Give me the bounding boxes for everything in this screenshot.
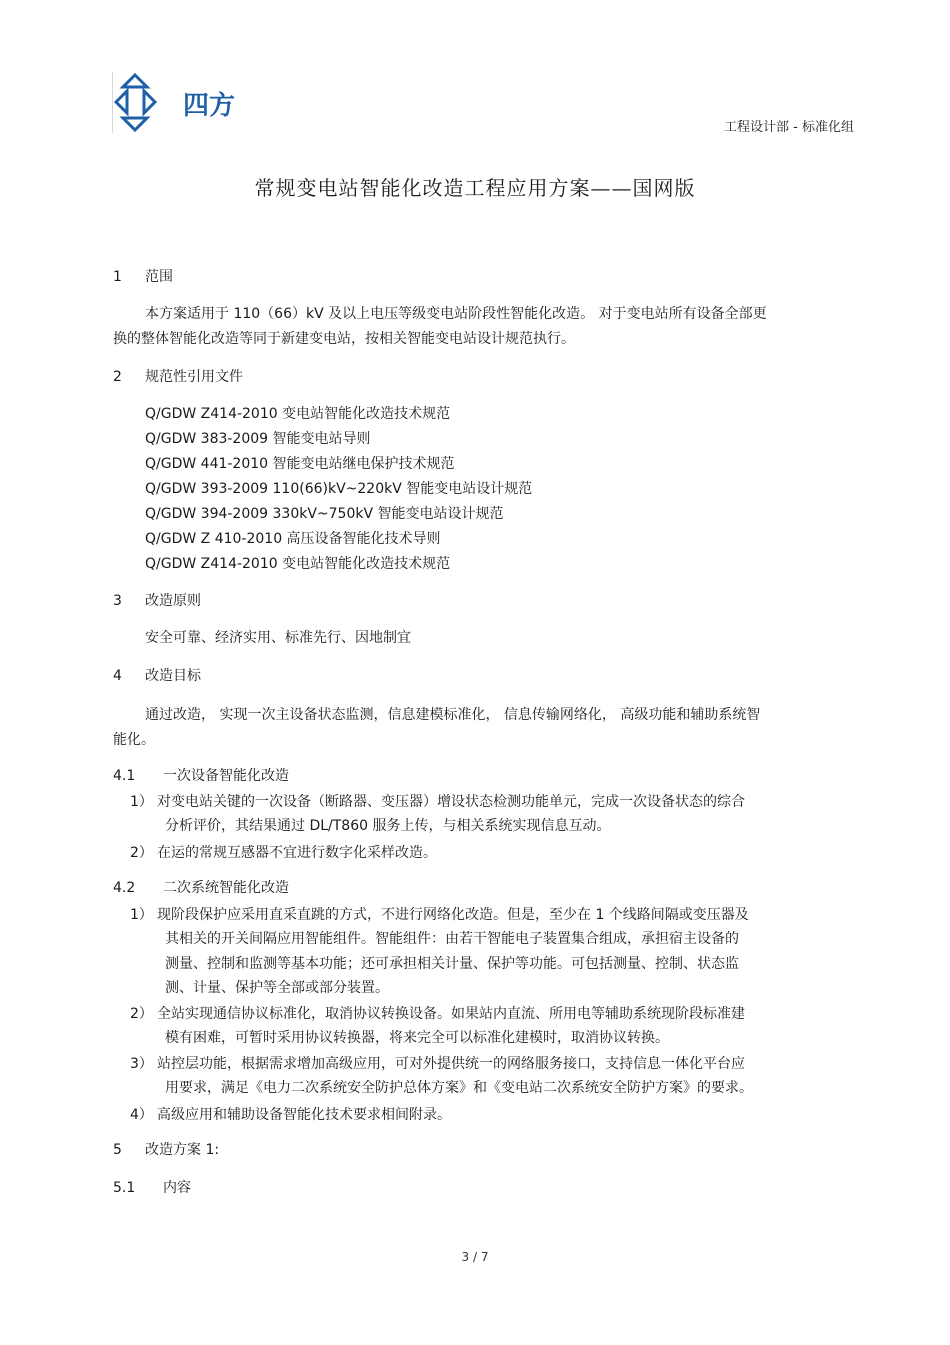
list-item-line: 对变电站关键的一次设备（断路器、变压器）增设状态检测功能单元，完成一次设备状态的综合 [157, 794, 745, 810]
list-marker: 1） [130, 794, 153, 810]
list-marker: 3） [130, 1056, 153, 1072]
paragraph-line: 本方案适用于 110（66）kV 及以上电压等级变电站阶段性智能化改造。 对于变电站所有设备全部更 [145, 306, 767, 322]
section-number: 5.1 [113, 1180, 136, 1196]
section-heading: 二次系统智能化改造 [163, 880, 289, 896]
reference-item: Q/GDW Z 410-2010 高压设备智能化技术导则 [145, 531, 441, 547]
section-number: 1 [113, 269, 122, 285]
section-heading: 规范性引用文件 [145, 369, 243, 385]
section-number: 4 [113, 668, 122, 684]
list-item-line: 现阶段保护应采用直采直跳的方式，不进行网络化改造。但是，至少在 1 个线路间隔或变压器及 [157, 907, 749, 923]
reference-item: Q/GDW 441-2010 智能变电站继电保护技术规范 [145, 456, 455, 472]
reference-item: Q/GDW Z414-2010 变电站智能化改造技术规范 [145, 556, 451, 572]
reference-item: Q/GDW 394-2009 330kV~750kV 智能变电站设计规范 [145, 506, 504, 522]
list-marker: 1） [130, 907, 153, 923]
list-item-line: 分析评价，其结果通过 DL/T860 服务上传，与相关系统实现信息互动。 [165, 818, 611, 834]
paragraph-line: 换的整体智能化改造等同于新建变电站，按相关智能变电站设计规范执行。 [113, 331, 575, 347]
list-marker: 4） [130, 1107, 153, 1123]
paragraph-line: 能化。 [113, 732, 155, 748]
section-heading: 改造目标 [145, 668, 201, 684]
list-item-line: 测、计量、保护等全部或部分装置。 [165, 980, 389, 996]
reference-item: Q/GDW 393-2009 110(66)kV~220kV 智能变电站设计规范 [145, 481, 533, 497]
paragraph-line: 通过改造， 实现一次主设备状态监测，信息建模标准化， 信息传输网络化， 高级功能和辅助系统智 [145, 707, 761, 723]
list-item-line: 测量、控制和监测等基本功能；还可承担相关计量、保护等功能。可包括测量、控制、状态监 [165, 956, 739, 972]
section-heading: 内容 [163, 1180, 191, 1196]
section-heading: 范围 [145, 269, 173, 285]
list-item-line: 在运的常规互感器不宜进行数字化采样改造。 [157, 845, 437, 861]
section-heading: 改造原则 [145, 593, 201, 609]
logo-diamond-icon [113, 72, 256, 133]
list-marker: 2） [130, 1006, 153, 1022]
document-title: 常规变电站智能化改造工程应用方案——国网版 [254, 176, 696, 200]
list-item-line: 模有困难，可暂时采用协议转换器，将来完全可以标准化建模时，取消协议转换。 [165, 1030, 669, 1046]
reference-item: Q/GDW Z414-2010 变电站智能化改造技术规范 [145, 406, 451, 422]
list-item-line: 用要求，满足《电力二次系统安全防护总体方案》和《变电站二次系统安全防护方案》的要求。 [165, 1080, 753, 1096]
section-number: 4.1 [113, 768, 136, 784]
list-item-line: 站控层功能，根据需求增加高级应用，可对外提供统一的网络服务接口，支持信息一体化平台应 [157, 1056, 745, 1072]
section-number: 5 [113, 1142, 122, 1158]
list-marker: 2） [130, 845, 153, 861]
list-item-line: 其相关的开关间隔应用智能组件。智能组件：由若干智能电子装置集合组成，承担宿主设备的 [165, 931, 739, 947]
section-heading: 改造方案 1: [145, 1142, 220, 1158]
reference-item: Q/GDW 383-2009 智能变电站导则 [145, 431, 371, 447]
section-number: 4.2 [113, 880, 136, 896]
page-number: 3 / 7 [461, 1250, 489, 1264]
section-number: 2 [113, 369, 122, 385]
section-heading: 一次设备智能化改造 [163, 768, 289, 784]
paragraph-line: 安全可靠、经济实用、标准先行、因地制宜 [145, 630, 411, 646]
list-item-line: 全站实现通信协议标准化，取消协议转换设备。如果站内直流、所用电等辅助系统现阶段标准建 [157, 1006, 745, 1022]
header-department: 工程设计部 - 标准化组 [724, 120, 854, 135]
company-logo [112, 72, 256, 133]
logo-text: 四方 [183, 91, 236, 121]
section-number: 3 [113, 593, 122, 609]
list-item-line: 高级应用和辅助设备智能化技术要求相间附录。 [157, 1107, 451, 1123]
